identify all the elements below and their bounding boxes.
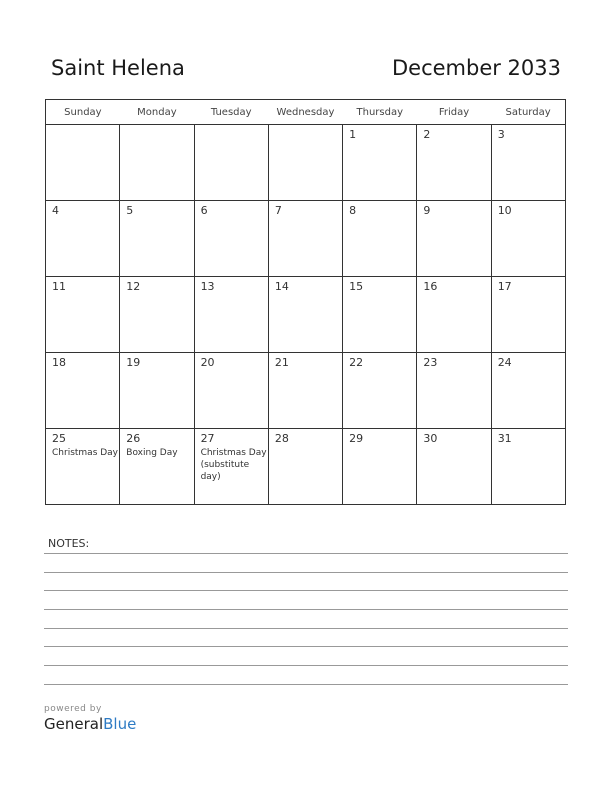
note-line bbox=[44, 590, 568, 591]
day-number: 25 bbox=[52, 432, 66, 445]
day-number: 20 bbox=[200, 356, 215, 369]
week-row bbox=[46, 201, 566, 277]
day-number: 27 bbox=[200, 432, 215, 445]
day-cell bbox=[491, 201, 565, 277]
notes-label: NOTES: bbox=[48, 537, 90, 550]
day-cell bbox=[46, 429, 120, 505]
day-number: 16 bbox=[423, 280, 438, 293]
day-number: 14 bbox=[274, 280, 289, 293]
day-number: 5 bbox=[126, 204, 134, 217]
weekday-header: Saturday bbox=[491, 100, 565, 125]
brand-name bbox=[44, 715, 136, 733]
holiday-label: Christmas Day (substitute day) bbox=[200, 448, 267, 482]
week-row bbox=[46, 353, 566, 429]
day-number: 8 bbox=[349, 204, 357, 217]
note-line bbox=[44, 646, 568, 647]
weekday-header: Tuesday bbox=[194, 100, 268, 125]
note-line bbox=[44, 628, 568, 629]
day-number: 18 bbox=[52, 356, 66, 369]
day-cell bbox=[343, 277, 417, 353]
day-cell bbox=[343, 201, 417, 277]
day-cell bbox=[46, 353, 120, 429]
day-cell bbox=[491, 353, 565, 429]
day-number: 28 bbox=[274, 432, 289, 445]
day-number: 29 bbox=[349, 432, 364, 445]
holiday-label: Boxing Day bbox=[126, 448, 178, 458]
day-number: 7 bbox=[274, 204, 282, 217]
day-number: 6 bbox=[200, 204, 208, 217]
day-cell bbox=[120, 353, 194, 429]
country-title: Saint Helena bbox=[51, 56, 185, 80]
calendar-grid bbox=[45, 99, 566, 505]
powered-by-text: powered by bbox=[44, 704, 102, 714]
holiday-label: Christmas Day bbox=[52, 448, 119, 458]
weekday-header: Friday bbox=[417, 100, 491, 125]
day-cell bbox=[120, 201, 194, 277]
empty-day-cell bbox=[194, 125, 268, 201]
day-cell bbox=[491, 277, 565, 353]
day-cell bbox=[491, 125, 565, 201]
day-cell bbox=[194, 201, 268, 277]
day-cell bbox=[343, 429, 417, 505]
day-cell bbox=[491, 429, 565, 505]
day-cell bbox=[46, 201, 120, 277]
day-number: 1 bbox=[349, 128, 357, 141]
day-number: 10 bbox=[497, 204, 512, 217]
weekday-header-row bbox=[46, 100, 566, 125]
weekday-header: Monday bbox=[120, 100, 194, 125]
day-number: 9 bbox=[423, 204, 431, 217]
day-cell bbox=[343, 125, 417, 201]
day-number: 3 bbox=[497, 128, 505, 141]
day-number: 12 bbox=[126, 280, 141, 293]
day-cell bbox=[268, 201, 342, 277]
week-row bbox=[46, 277, 566, 353]
generalblue-logo[interactable] bbox=[44, 704, 136, 733]
day-cell bbox=[194, 277, 268, 353]
day-cell bbox=[194, 429, 268, 505]
empty-day-cell bbox=[268, 125, 342, 201]
day-number: 13 bbox=[200, 280, 215, 293]
note-line bbox=[44, 572, 568, 573]
day-cell bbox=[417, 125, 491, 201]
day-number: 11 bbox=[52, 280, 66, 293]
day-number: 26 bbox=[126, 432, 141, 445]
day-cell bbox=[194, 353, 268, 429]
note-line bbox=[44, 665, 568, 666]
day-number: 17 bbox=[497, 280, 512, 293]
day-cell bbox=[417, 429, 491, 505]
day-cell bbox=[268, 277, 342, 353]
day-cell bbox=[417, 201, 491, 277]
day-cell bbox=[120, 277, 194, 353]
day-number: 30 bbox=[423, 432, 438, 445]
day-number: 24 bbox=[497, 356, 512, 369]
empty-day-cell bbox=[120, 125, 194, 201]
weekday-header: Wednesday bbox=[268, 100, 342, 125]
brand-blue-text: Blue bbox=[103, 715, 137, 733]
day-cell bbox=[343, 353, 417, 429]
week-row bbox=[46, 125, 566, 201]
day-number: 31 bbox=[497, 432, 512, 445]
day-number: 22 bbox=[349, 356, 364, 369]
day-cell bbox=[417, 353, 491, 429]
week-row bbox=[46, 429, 566, 505]
empty-day-cell bbox=[46, 125, 120, 201]
note-line bbox=[44, 553, 568, 554]
day-number: 2 bbox=[423, 128, 431, 141]
day-cell bbox=[268, 353, 342, 429]
note-line bbox=[44, 609, 568, 610]
note-line bbox=[44, 684, 568, 685]
day-number: 4 bbox=[52, 204, 59, 217]
weekday-header: Thursday bbox=[343, 100, 417, 125]
weekday-header: Sunday bbox=[46, 100, 120, 125]
day-cell bbox=[268, 429, 342, 505]
day-cell bbox=[46, 277, 120, 353]
brand-general-text: General bbox=[44, 715, 104, 733]
day-cell bbox=[120, 429, 194, 505]
day-number: 23 bbox=[423, 356, 438, 369]
day-cell bbox=[417, 277, 491, 353]
day-number: 15 bbox=[349, 280, 364, 293]
month-year-title: December 2033 bbox=[391, 56, 561, 80]
day-number: 19 bbox=[126, 356, 141, 369]
day-number: 21 bbox=[274, 356, 289, 369]
